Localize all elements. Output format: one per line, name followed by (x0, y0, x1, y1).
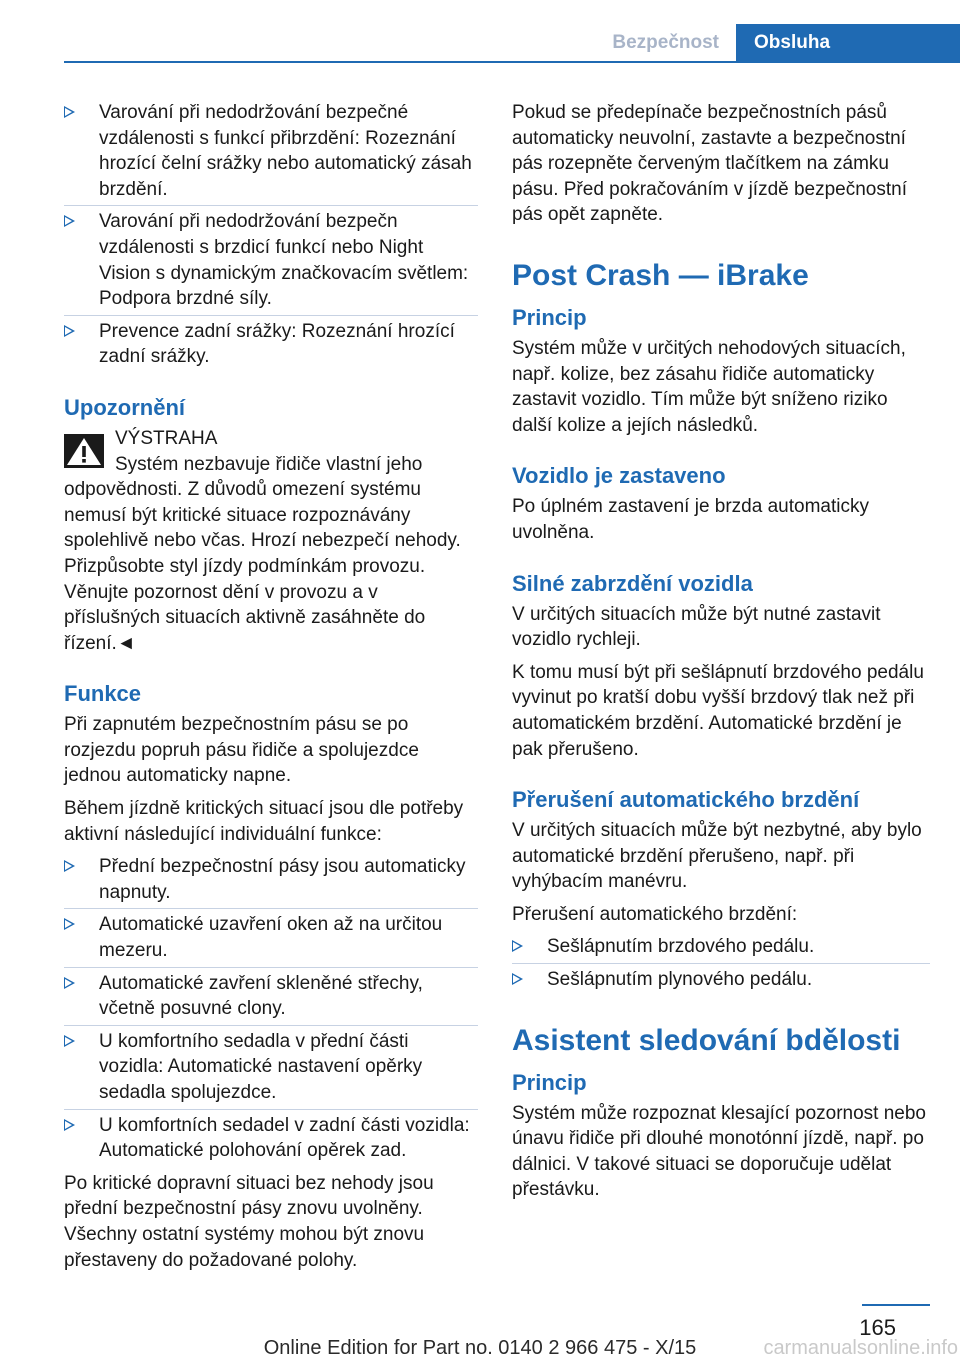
funkce-paragraph: Během jízdně kritických situací jsou dle potřeby aktivní následující individuální funkce: (64, 798, 464, 845)
list-divider (64, 967, 478, 968)
watermark: carmanualsonline.info (763, 1337, 958, 1359)
warning-block (64, 426, 478, 656)
list-item-text: Prevence zadní srážky: Rozeznání hrozící zadní srážky. (99, 320, 455, 368)
list-divider (512, 963, 930, 964)
zastaveno-paragraph: Po úplném zastavení je brzda automaticky uvolněna. (512, 496, 869, 543)
heading-preruseni: Přerušení automatického brzdění (512, 787, 860, 813)
section-title-post-crash: Post Crash — iBrake (512, 258, 809, 292)
bullet-triangle-icon (64, 1119, 75, 1131)
list-divider (64, 315, 478, 316)
list-item (64, 1029, 478, 1106)
warning-triangle-icon (64, 434, 104, 468)
heading-funkce: Funkce (64, 681, 142, 707)
header-tab-obsluha[interactable]: Obsluha (736, 24, 960, 62)
warning-title: VÝSTRAHA (115, 427, 218, 449)
list-item-text: Sešlápnutím plynového pedálu. (547, 969, 813, 991)
bullet-triangle-icon (512, 940, 523, 952)
list-divider (64, 205, 478, 206)
header-divider (64, 61, 960, 63)
footer-edition: Online Edition for Part no. 0140 2 966 475 - X/15 (263, 1337, 697, 1359)
page-number: 165 (859, 1315, 896, 1340)
warning-text: Systém nezbavuje řidiče vlastní jeho odpovědnosti. Z důvodů omezení systému nemusí být kritické situace rozpoznávány spolehlivě nebo včas. Hrozí nebezpečí nehody. Přizpůsobte styl jízdy podmínkám provozu. Věnujte pozornost dění v provozu a v příslušných situacích aktivně zasáhněte do řízení.◄ (64, 453, 461, 654)
list-item-text: Varování při nedodržování bezpečn vzdálenosti s brzdicí funkcí nebo Night Vision s dynamickým značkovacím světlem: Podpora brzdné síly. (99, 211, 469, 310)
silne-paragraph: V určitých situacích může být nutné zastavit vozidlo rychleji. (512, 603, 881, 651)
princip2-paragraph: Systém může rozpoznat klesající pozornost nebo únavu řidiče při dlouhé monotónní jízdě, např. po dálnici. V takové situaci se doporučuje udělat přestávku. (512, 1102, 926, 1201)
heading-princip-2: Princip (512, 1069, 587, 1095)
list-divider (64, 1025, 478, 1026)
list-item-text: Přední bezpečnostní pásy jsou automaticky napnuty. (99, 856, 466, 903)
bullet-triangle-icon (64, 1035, 75, 1047)
list-item (64, 209, 478, 311)
list-item-text: Sešlápnutím brzdového pedálu. (547, 936, 815, 958)
list-item (64, 100, 478, 202)
heading-princip: Princip (512, 304, 587, 330)
list-item (64, 912, 478, 963)
bullet-triangle-icon (64, 106, 75, 118)
closing-paragraph: Po kritické dopravní situaci bez nehody jsou přední bezpečnostní pásy znovu uvolněny. Všechny ostatní systémy mohou být znovu přestaveny do požadované polohy. (64, 1172, 434, 1271)
preruseni-paragraph: V určitých situacích může být nezbytné, aby bylo automatické brzdění přerušeno, např. při vyhýbacím manévru. (512, 820, 922, 893)
list-item (512, 934, 930, 960)
preruseni-paragraph: Přerušení automatického brzdění: (512, 903, 798, 925)
funkce-paragraph: Při zapnutém bezpečnostním pásu se po rozjezdu popruh pásu řidiče a spolujezdce jednou automaticky napne. (64, 714, 419, 787)
list-divider (64, 1109, 478, 1110)
right-column (512, 100, 930, 1210)
list-item-text: Automatické uzavření oken až na určitou mezeru. (99, 914, 443, 962)
page-header (64, 24, 960, 62)
list-item (64, 854, 478, 905)
list-item (64, 971, 478, 1022)
bullet-triangle-icon (512, 973, 523, 985)
list-item-text: Automatické zavření skleněné střechy, včetně posuvné clony. (99, 972, 423, 1020)
heading-silne-zabrzdeni: Silné zabrzdění vozidla (512, 570, 753, 596)
heading-vozidlo-zastaveno: Vozidlo je zastaveno (512, 463, 726, 489)
section-title-asistent: Asistent sledování bdělosti (512, 1023, 901, 1057)
bullet-triangle-icon (64, 325, 75, 337)
bullet-triangle-icon (64, 918, 75, 930)
heading-upozorneni: Upozornění (64, 394, 185, 420)
princip-paragraph: Systém může v určitých nehodových situacích, např. kolize, bez zásahu řidiče automaticky zastavit vozidlo. Tím může být sníženo riziko další kolize a jejích následků. (512, 337, 906, 436)
list-item (64, 319, 478, 370)
list-item-text: U komfortních sedadel v zadní části vozidla: Automatické polohování opěrek zad. (99, 1114, 470, 1162)
list-item-text: U komfortního sedadla v přední části vozidla: Automatické nastavení opěrky sedadla spolujezdce. (99, 1030, 423, 1103)
header-tab-bezpecnost[interactable]: Bezpečnost (612, 32, 719, 53)
bullet-triangle-icon (64, 215, 75, 227)
footer-divider (862, 1304, 930, 1306)
left-column (64, 100, 478, 1280)
list-item (512, 967, 930, 993)
list-item-text: Varování při nedodržování bezpečné vzdálenosti s funkcí přibrzdění: Rozeznání hrozící čelní srážky nebo automatický zásah brzdění. (99, 102, 472, 200)
bullet-triangle-icon (64, 860, 75, 872)
bullet-triangle-icon (64, 977, 75, 989)
list-divider (64, 908, 478, 909)
intro-paragraph: Pokud se předepínače bezpečnostních pásů automaticky neuvolní, zastavte a bezpečnostní pás rozepněte červeným tlačítkem na zámku pásu. Před pokračováním v jízdě bezpečnostní pás opět zapněte. (512, 102, 908, 226)
list-item (64, 1113, 478, 1164)
silne-paragraph: K tomu musí být při sešlápnutí brzdového pedálu vyvinut po kratší dobu vyšší brzdový tlak než při automatickém brzdění. Automatické brzdění je pak přerušeno. (512, 661, 924, 760)
